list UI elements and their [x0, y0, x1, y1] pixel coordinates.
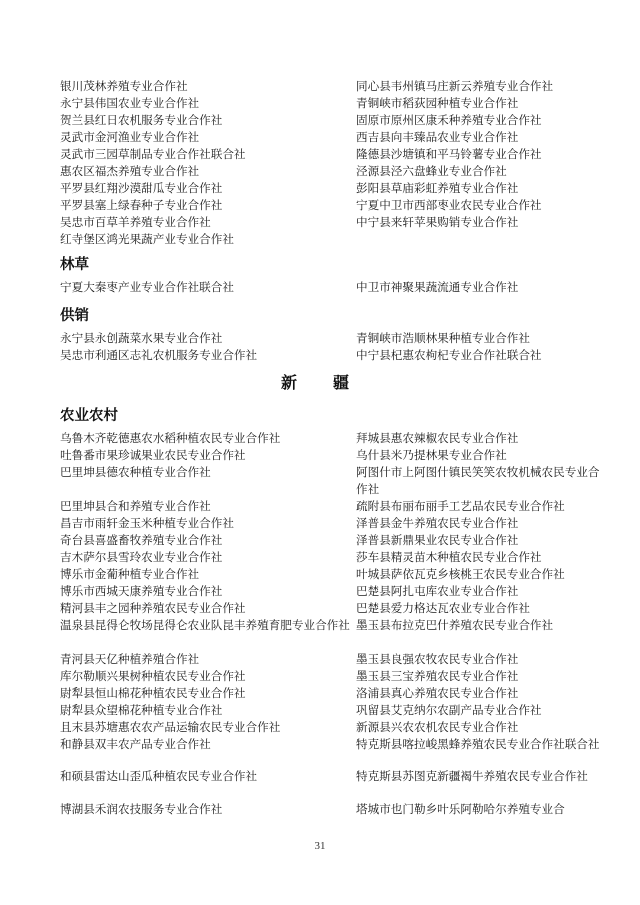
- entry-right: 泾源县泾六盘蜂业专业合作社: [356, 164, 507, 178]
- list-item: [60, 447, 600, 464]
- list-item: [60, 685, 600, 702]
- entry-right: 中宁县杞惠农枸杞专业合作社联合社: [356, 348, 542, 362]
- entry-right: 青铜峡市浩顺林果种植专业合作社: [356, 331, 530, 345]
- entry-left: 库尔勒顺兴果树种植农民专业合作社: [60, 669, 246, 683]
- entry-right: 塔城市也门勒乡叶乐阿勒哈尔养殖专业合: [356, 802, 565, 816]
- list-item: [60, 214, 600, 231]
- entry-left: 昌吉市雨轩金玉米种植专业合作社: [60, 516, 234, 530]
- entry-left: 尉犁县恒山棉花种植农民专业合作社: [60, 686, 246, 700]
- entry-left: 且末县苏塘惠农农产品运输农民专业合作社: [60, 720, 281, 734]
- list-item: [60, 719, 600, 736]
- page-number: 31: [314, 840, 326, 852]
- entry-left: 尉犁县众望棉花种植专业合作社: [60, 703, 223, 717]
- entry-left: 惠农区福杰养殖专业合作社: [60, 164, 200, 178]
- list-item: [60, 146, 600, 163]
- list-item: [60, 231, 600, 248]
- entry-left: 博乐市金葡种植专业合作社: [60, 567, 200, 581]
- entry-right: 拜城县惠农辣椒农民专业合作社: [356, 431, 519, 445]
- entry-right: 阿图什市上阿图什镇民笑笑农牧机械农民专业合作社: [356, 465, 600, 496]
- entry-left: 灵武市金河渔业专业合作社: [60, 130, 200, 144]
- list-item: [60, 498, 600, 515]
- list-item: [60, 617, 600, 651]
- entry-right: 叶城县萨依瓦克乡核桃王农民专业合作社: [356, 567, 565, 581]
- list-item: [60, 129, 600, 146]
- entry-left: 吴忠市利通区志礼农机服务专业合作社: [60, 348, 258, 362]
- list-item: [60, 347, 600, 364]
- entry-left: 贺兰县红日农机服务专业合作社: [60, 113, 223, 127]
- entry-left: 吐鲁番市果珍诚果业农民专业合作社: [60, 448, 246, 462]
- list-item: [60, 95, 600, 112]
- entry-right: 墨玉县三宝养殖农民专业合作社: [356, 669, 519, 683]
- entry-left: 宁夏大秦枣产业专业合作社联合社: [60, 280, 234, 294]
- list-item: [60, 549, 600, 566]
- entry-left: 永宁县伟国农业专业合作社: [60, 96, 200, 110]
- list-item: [60, 515, 600, 532]
- entry-right: 疏附县布丽布丽手工艺品农民专业合作社: [356, 499, 565, 513]
- list-item: [60, 180, 600, 197]
- entry-right: 巴楚县阿扎屯库农业专业合作社: [356, 584, 519, 598]
- list-item: [60, 702, 600, 719]
- entry-left: 永宁县永创蔬菜水果专业合作社: [60, 331, 223, 345]
- list-item: [60, 736, 600, 770]
- list-item: [60, 532, 600, 549]
- entry-left: 博乐市西城天康养殖专业合作社: [60, 584, 223, 598]
- entry-left: 平罗县塞上绿春种子专业合作社: [60, 198, 223, 212]
- entry-left: 灵武市三园草制品专业合作社联合社: [60, 147, 246, 161]
- list-item: [60, 651, 600, 668]
- entry-right: 泽普县新鼎果业农民专业合作社: [356, 533, 519, 547]
- list-item: [60, 768, 600, 802]
- region-title: 新 疆: [280, 373, 359, 392]
- entry-right: 墨玉县良强农牧农民专业合作社: [356, 652, 519, 666]
- list-item: [60, 78, 600, 95]
- entry-right: 特克斯县苏图克新疆褐牛养殖农民专业合作社: [356, 769, 588, 783]
- list-item: [60, 163, 600, 180]
- entry-left: 巴里坤县德农种植专业合作社: [60, 465, 211, 479]
- entry-right: 巩留县艾克纳尔农副产品专业合作社: [356, 703, 542, 717]
- list-item: [60, 112, 600, 129]
- list-item: [60, 197, 600, 214]
- entry-left: 巴里坤县合和养殖专业合作社: [60, 499, 211, 513]
- entry-left: 和静县双丰农产品专业合作社: [60, 737, 211, 751]
- entry-left: 精河县丰之园种养殖农民专业合作社: [60, 601, 246, 615]
- list-item: [60, 566, 600, 583]
- entry-left: 奇台县喜盛畜牧养殖专业合作社: [60, 533, 223, 547]
- list-item: [60, 330, 600, 347]
- entry-right: 隆德县沙塘镇和平马铃薯专业合作社: [356, 147, 542, 161]
- section-heading: 林草: [60, 257, 89, 273]
- entry-right: 墨玉县布拉克巴什养殖农民专业合作社: [356, 618, 554, 632]
- entry-right: 西吉县向丰臻品农业专业合作社: [356, 130, 519, 144]
- list-item: [60, 600, 600, 617]
- entry-right: 青铜峡市稻荻园种植专业合作社: [356, 96, 519, 110]
- entry-left: 吉木萨尔县雪玲农业专业合作社: [60, 550, 223, 564]
- entry-right: 中宁县来轩苹果购销专业合作社: [356, 215, 519, 229]
- entry-right: 同心县韦州镇马庄新云养殖专业合作社: [356, 79, 554, 93]
- entry-right: 固原市原州区康禾种养殖专业合作社: [356, 113, 542, 127]
- entry-right: 宁夏中卫市西部枣业农民专业合作社: [356, 198, 542, 212]
- list-item: [60, 801, 600, 818]
- section-heading: 农业农村: [60, 408, 118, 424]
- entry-right: 特克斯县喀拉峻黑蜂养殖农民专业合作社联合社: [356, 737, 600, 751]
- entry-right: 洛浦县真心养殖农民专业合作社: [356, 686, 519, 700]
- entry-right: 彭阳县草庙彩虹养殖专业合作社: [356, 181, 519, 195]
- entry-right: 巴楚县爱力格达瓦农业专业合作社: [356, 601, 530, 615]
- entry-left: 红寺堡区鸿光果蔬产业专业合作社: [60, 232, 234, 246]
- entry-left: 温泉县昆得仑牧场昆得仑农业队昆丰养殖育肥专业合作社: [60, 618, 350, 632]
- entry-left: 平罗县红翔沙漠甜瓜专业合作社: [60, 181, 223, 195]
- entry-left: 和硕县雷达山歪瓜种植农民专业合作社: [60, 769, 258, 783]
- entry-right: 莎车县精灵苗木种植农民专业合作社: [356, 550, 542, 564]
- list-item: [60, 464, 600, 498]
- entry-right: 泽普县金牛养殖农民专业合作社: [356, 516, 519, 530]
- entry-right: 新源县兴农农机农民专业合作社: [356, 720, 519, 734]
- section-heading: 供销: [60, 308, 89, 324]
- entry-left: 吴忠市百草羊养殖专业合作社: [60, 215, 211, 229]
- entry-left: 乌鲁木齐乾德惠农水稻种植农民专业合作社: [60, 431, 281, 445]
- list-item: [60, 668, 600, 685]
- entry-left: 青河县天亿种植养殖合作社: [60, 652, 200, 666]
- list-item: [60, 430, 600, 447]
- entry-left: 银川茂林养殖专业合作社: [60, 79, 188, 93]
- entry-right: 乌什县米乃提林果专业合作社: [356, 448, 507, 462]
- list-item: [60, 279, 600, 296]
- entry-left: 博湖县禾润农技服务专业合作社: [60, 802, 223, 816]
- entry-right: 中卫市神聚果蔬流通专业合作社: [356, 280, 519, 294]
- list-item: [60, 583, 600, 600]
